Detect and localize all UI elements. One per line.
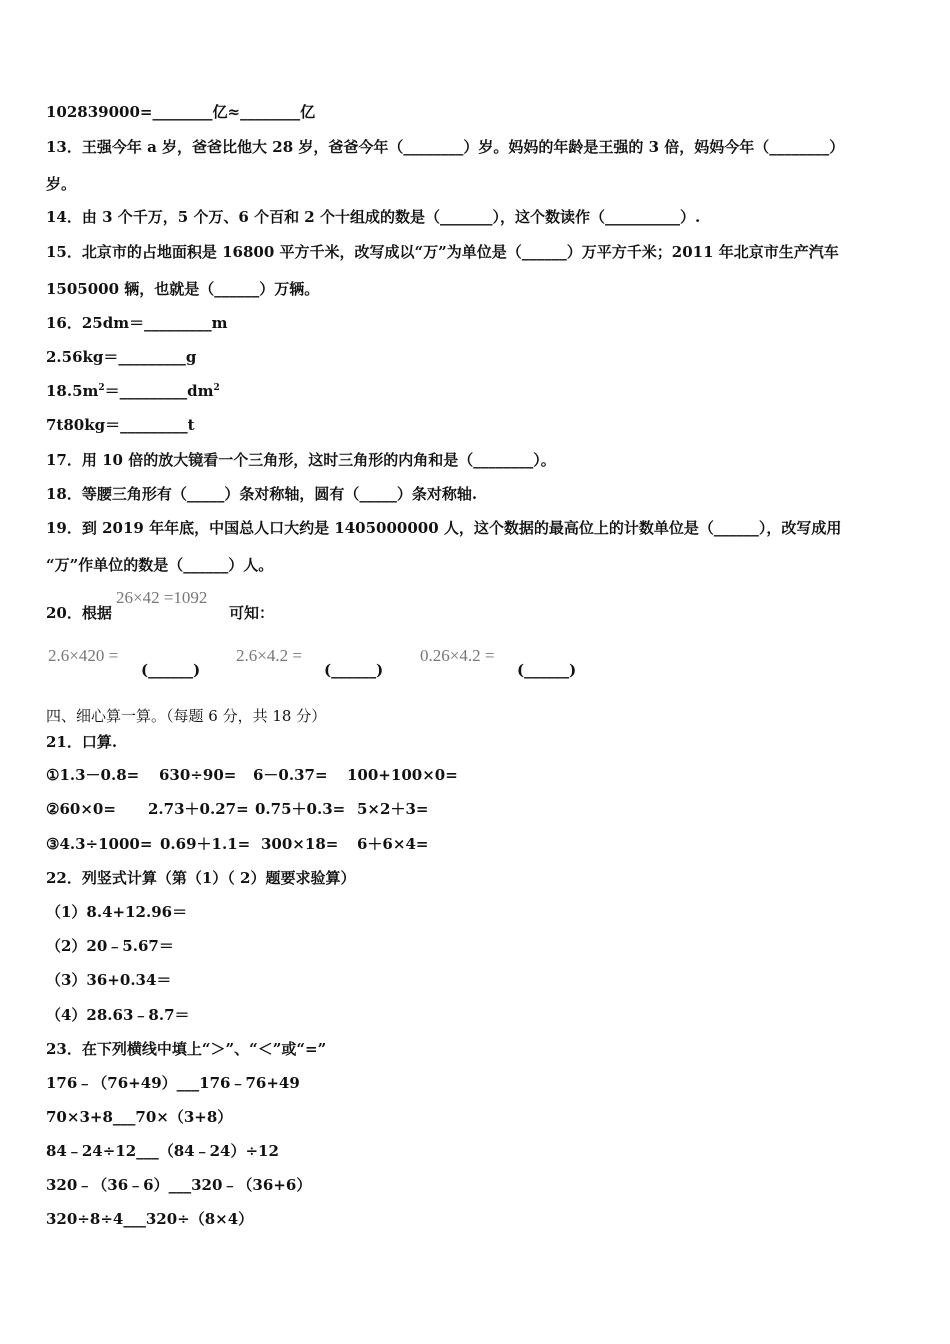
oral-item: 630÷90= <box>159 766 237 784</box>
q23-item-2: 70×3+8___70×（3+8） <box>46 1108 233 1126</box>
oral-item: 0.75＋0.3= <box>255 800 346 818</box>
q13-line2: 岁。 <box>46 175 77 193</box>
q15-line1: 15．北京市的占地面积是 16800 平方千米，改写成以“万”为单位是（______）万平方千米；2011 年北京市生产汽车 <box>46 243 839 261</box>
q23-item-5: 320÷8÷4___320÷（8×4） <box>46 1210 254 1228</box>
q22-item-2: （2）20﹣5.67＝ <box>46 937 174 955</box>
section-4-heading: 四、细心算一算。（每题 6 分，共 18 分） <box>46 707 327 725</box>
q19-line2: “万”作单位的数是（______）人。 <box>46 556 274 574</box>
q23-item-1: 176﹣（76+49）___176﹣76+49 <box>46 1074 300 1092</box>
oral-item: 100+100×0= <box>347 766 458 784</box>
oral-item: 5×2＋3= <box>357 800 429 818</box>
q22-item-1: （1）8.4+12.96＝ <box>46 903 188 921</box>
oral-item: 0.69＋1.1= <box>160 835 251 853</box>
q19-line1: 19．到 2019 年年底，中国总人口大约是 1405000000 人，这个数据的最高位上的计数单位是（______），改写成用 <box>46 519 842 537</box>
q12-conversion: 102839000=________亿≈________亿 <box>46 103 316 121</box>
q23-item-4: 320﹣（36﹣6）___320﹣（36+6） <box>46 1176 312 1194</box>
q20-blank-3: (______) <box>517 661 577 679</box>
oral-item: ①1.3－0.8= <box>46 766 140 784</box>
q16-part3-lhs: 18.5m <box>46 382 99 400</box>
q13-line1: 13．王强今年 a 岁，爸爸比他大 28 岁，爸爸今年（________）岁。妈妈的年龄是王强的 3 倍，妈妈今年（________） <box>46 138 845 156</box>
oral-item: 6－0.37= <box>253 766 328 784</box>
q20-blank-1: (______) <box>141 661 201 679</box>
q20-equation-2: 2.6×4.2 = <box>236 646 302 665</box>
oral-item: 2.73＋0.27= <box>148 800 249 818</box>
q20-suffix: 可知： <box>229 604 275 622</box>
q21-title: 21．口算. <box>46 733 118 751</box>
q20-equation-1: 2.6×420 = <box>48 646 119 665</box>
q16-part3-sup2: 2 <box>213 383 220 393</box>
oral-item: 6＋6×4= <box>357 835 429 853</box>
q23-item-3: 84﹣24÷12___（84﹣24）÷12 <box>46 1142 279 1160</box>
q15-line2: 1505000 辆，也就是（______）万辆。 <box>46 280 320 298</box>
q16-part1: 16．25dm＝_________m <box>46 314 228 332</box>
q16-part3-sup1: 2 <box>98 383 105 393</box>
q16-part4: 7t80kg＝_________t <box>46 416 195 434</box>
q20-equation-3: 0.26×4.2 = <box>420 646 495 665</box>
q20-given-equation: 26×42 =1092 <box>116 588 208 607</box>
q22-item-4: （4）28.63﹣8.7＝ <box>46 1006 190 1024</box>
oral-item: ③4.3÷1000= <box>46 835 153 853</box>
q16-part3 <box>46 381 220 401</box>
oral-item: 300×18= <box>261 835 339 853</box>
q20-blank-2: (______) <box>324 661 384 679</box>
q23-title: 23．在下列横线中填上“＞”、“＜”或“=” <box>46 1040 327 1058</box>
q20-label: 20．根据 <box>46 604 112 622</box>
q22-item-3: （3）36+0.34＝ <box>46 971 172 989</box>
q16-part3-rhs: ＝_________dm <box>104 382 214 400</box>
q14: 14．由 3 个千万，5 个万、6 个百和 2 个十组成的数是（_______），这个数读作（__________）. <box>46 208 701 226</box>
q22-title: 22．列竖式计算（第（1）（ 2）题要求验算） <box>46 869 356 887</box>
q17: 17．用 10 倍的放大镜看一个三角形，这时三角形的内角和是（________）。 <box>46 451 556 469</box>
q18: 18．等腰三角形有（_____）条对称轴，圆有（_____）条对称轴. <box>46 485 478 503</box>
oral-item: ②60×0= <box>46 800 116 818</box>
q16-part2: 2.56kg＝_________g <box>46 348 197 366</box>
